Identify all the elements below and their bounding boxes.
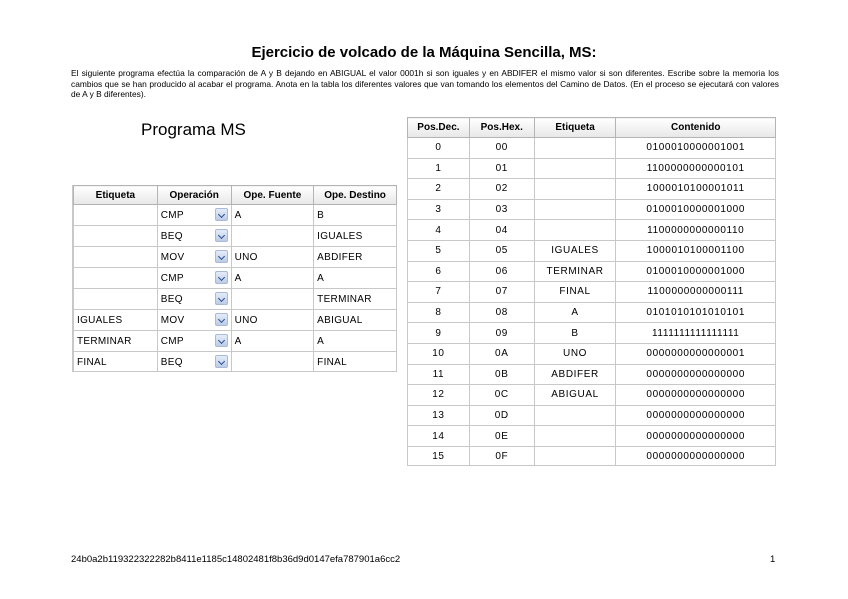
program-destino-cell[interactable]: ABDIFER	[314, 247, 397, 268]
program-etiqueta-cell[interactable]	[74, 268, 158, 289]
operation-select[interactable]	[157, 205, 231, 226]
memory-poshex-cell: 01	[469, 158, 534, 179]
memory-contenido-cell[interactable]: 0000000000000000	[616, 405, 776, 426]
memory-posdec-cell: 5	[408, 240, 470, 261]
memory-contenido-cell[interactable]: 0100010000001000	[616, 261, 776, 282]
program-header-destino: Ope. Destino	[314, 186, 397, 205]
memory-row	[408, 240, 776, 261]
program-fuente-cell[interactable]: A	[231, 268, 314, 289]
memory-poshex-cell: 0B	[469, 364, 534, 385]
memory-row	[408, 179, 776, 200]
memory-poshex-cell: 03	[469, 199, 534, 220]
program-etiqueta-cell[interactable]: IGUALES	[74, 310, 158, 331]
program-fuente-cell[interactable]	[231, 352, 314, 373]
memory-etiqueta-cell[interactable]: IGUALES	[534, 240, 616, 261]
program-etiqueta-cell[interactable]	[74, 289, 158, 310]
memory-posdec-cell: 1	[408, 158, 470, 179]
program-destino-cell[interactable]: TERMINAR	[314, 289, 397, 310]
memory-row	[408, 343, 776, 364]
memory-posdec-cell: 15	[408, 446, 470, 466]
memory-etiqueta-cell[interactable]: UNO	[534, 343, 616, 364]
memory-posdec-cell: 9	[408, 323, 470, 344]
program-header-operacion: Operación	[157, 186, 231, 205]
memory-row	[408, 405, 776, 426]
memory-row	[408, 199, 776, 220]
memory-header-posdec: Pos.Dec.	[408, 118, 470, 138]
program-table-panel	[72, 185, 397, 372]
memory-contenido-cell[interactable]: 0100010000001000	[616, 199, 776, 220]
program-table	[73, 185, 397, 372]
memory-row	[408, 426, 776, 447]
memory-contenido-cell[interactable]: 0000000000000000	[616, 385, 776, 406]
operation-value: BEQ	[160, 293, 183, 305]
operation-select[interactable]	[157, 352, 231, 373]
memory-etiqueta-cell[interactable]: ABDIFER	[534, 364, 616, 385]
memory-poshex-cell: 0D	[469, 405, 534, 426]
program-header-row	[74, 186, 397, 205]
operation-value: BEQ	[160, 356, 183, 368]
memory-table	[407, 117, 776, 466]
memory-posdec-cell: 14	[408, 426, 470, 447]
memory-etiqueta-cell[interactable]	[534, 138, 616, 159]
memory-posdec-cell: 13	[408, 405, 470, 426]
operation-value: MOV	[160, 314, 185, 326]
memory-etiqueta-cell[interactable]: B	[534, 323, 616, 344]
memory-contenido-cell[interactable]: 0000000000000000	[616, 446, 776, 466]
memory-row	[408, 158, 776, 179]
program-destino-cell[interactable]: ABIGUAL	[314, 310, 397, 331]
memory-etiqueta-cell[interactable]: TERMINAR	[534, 261, 616, 282]
memory-poshex-cell: 0A	[469, 343, 534, 364]
program-etiqueta-cell[interactable]: FINAL	[74, 352, 158, 373]
program-etiqueta-cell[interactable]: TERMINAR	[74, 331, 158, 352]
operation-select[interactable]	[157, 289, 231, 310]
memory-contenido-cell[interactable]: 0000000000000000	[616, 364, 776, 385]
memory-poshex-cell: 02	[469, 179, 534, 200]
memory-etiqueta-cell[interactable]	[534, 179, 616, 200]
memory-etiqueta-cell[interactable]: A	[534, 302, 616, 323]
program-row	[74, 331, 397, 352]
program-fuente-cell[interactable]: UNO	[231, 310, 314, 331]
memory-row	[408, 385, 776, 406]
memory-etiqueta-cell[interactable]: FINAL	[534, 282, 616, 303]
footer-hash: 24b0a2b119322322282b8411e1185c14802481f8b36d9d0147efa787901a6cc2	[71, 554, 401, 565]
memory-row	[408, 302, 776, 323]
memory-header-etiqueta: Etiqueta	[534, 118, 616, 138]
memory-posdec-cell: 0	[408, 138, 470, 159]
memory-posdec-cell: 2	[408, 179, 470, 200]
memory-etiqueta-cell[interactable]: ABIGUAL	[534, 385, 616, 406]
operation-select[interactable]	[157, 310, 231, 331]
memory-posdec-cell: 4	[408, 220, 470, 241]
memory-row	[408, 220, 776, 241]
operation-select[interactable]	[157, 268, 231, 289]
program-row	[74, 268, 397, 289]
intro-paragraph: El siguiente programa efectúa la comparación de A y B dejando en ABIGUAL el valor 0001h si son iguales y en ABDIFER el mismo valor si son diferentes. Escribe sobre la memoria los cambios que se han producido al acabar el programa. Anota en la tabla los diferentes valores que van tomando los elementos del Camino de Datos. (En el proceso se ejecutará con valores de A y B diferentes).	[71, 68, 779, 99]
program-fuente-cell[interactable]: A	[231, 205, 314, 226]
memory-contenido-cell[interactable]: 1000010100001100	[616, 240, 776, 261]
memory-header-row	[408, 118, 776, 138]
memory-row	[408, 446, 776, 466]
memory-posdec-cell: 7	[408, 282, 470, 303]
program-etiqueta-cell[interactable]	[74, 247, 158, 268]
page-number: 1	[770, 554, 776, 565]
memory-posdec-cell: 3	[408, 199, 470, 220]
operation-value: CMP	[160, 209, 184, 221]
program-destino-cell[interactable]: IGUALES	[314, 226, 397, 247]
program-destino-cell[interactable]: FINAL	[314, 352, 397, 373]
memory-header-poshex: Pos.Hex.	[469, 118, 534, 138]
chevron-down-icon[interactable]	[215, 355, 228, 368]
memory-contenido-cell[interactable]: 1100000000000111	[616, 282, 776, 303]
memory-contenido-cell[interactable]: 0000000000000001	[616, 343, 776, 364]
operation-value: BEQ	[160, 230, 183, 242]
memory-poshex-cell: 0E	[469, 426, 534, 447]
chevron-down-icon[interactable]	[215, 334, 228, 347]
memory-contenido-cell[interactable]: 0100010000001001	[616, 138, 776, 159]
memory-row	[408, 138, 776, 159]
memory-etiqueta-cell[interactable]	[534, 405, 616, 426]
memory-poshex-cell: 06	[469, 261, 534, 282]
memory-posdec-cell: 8	[408, 302, 470, 323]
memory-poshex-cell: 09	[469, 323, 534, 344]
program-row	[74, 352, 397, 373]
program-etiqueta-cell[interactable]	[74, 205, 158, 226]
memory-poshex-cell: 0C	[469, 385, 534, 406]
memory-posdec-cell: 11	[408, 364, 470, 385]
chevron-down-icon[interactable]	[215, 313, 228, 326]
program-destino-cell[interactable]: A	[314, 268, 397, 289]
chevron-down-icon[interactable]	[215, 250, 228, 263]
program-header-fuente: Ope. Fuente	[231, 186, 314, 205]
memory-posdec-cell: 6	[408, 261, 470, 282]
program-row	[74, 289, 397, 310]
memory-contenido-cell[interactable]: 1100000000000110	[616, 220, 776, 241]
program-destino-cell[interactable]: B	[314, 205, 397, 226]
memory-poshex-cell: 00	[469, 138, 534, 159]
memory-etiqueta-cell[interactable]	[534, 199, 616, 220]
memory-etiqueta-cell[interactable]	[534, 446, 616, 466]
operation-value: MOV	[160, 251, 185, 263]
program-row	[74, 247, 397, 268]
program-fuente-cell[interactable]: UNO	[231, 247, 314, 268]
memory-poshex-cell: 08	[469, 302, 534, 323]
memory-posdec-cell: 10	[408, 343, 470, 364]
program-row	[74, 205, 397, 226]
program-fuente-cell[interactable]	[231, 226, 314, 247]
memory-posdec-cell: 12	[408, 385, 470, 406]
program-heading: Programa MS	[141, 120, 246, 139]
memory-poshex-cell: 05	[469, 240, 534, 261]
operation-select[interactable]	[157, 331, 231, 352]
memory-etiqueta-cell[interactable]	[534, 220, 616, 241]
page-title: Ejercicio de volcado de la Máquina Sencilla, MS:	[251, 44, 597, 61]
memory-table-panel	[407, 117, 776, 466]
memory-poshex-cell: 0F	[469, 446, 534, 466]
program-destino-cell[interactable]: A	[314, 331, 397, 352]
memory-row	[408, 323, 776, 344]
memory-header-contenido: Contenido	[616, 118, 776, 138]
memory-contenido-cell[interactable]: 0000000000000000	[616, 426, 776, 447]
chevron-down-icon[interactable]	[215, 208, 228, 221]
operation-select[interactable]	[157, 247, 231, 268]
memory-contenido-cell[interactable]: 1000010100001011	[616, 179, 776, 200]
program-etiqueta-cell[interactable]	[74, 226, 158, 247]
memory-etiqueta-cell[interactable]	[534, 426, 616, 447]
program-fuente-cell[interactable]: A	[231, 331, 314, 352]
memory-row	[408, 282, 776, 303]
program-row	[74, 310, 397, 331]
memory-row	[408, 261, 776, 282]
operation-value: CMP	[160, 335, 184, 347]
memory-etiqueta-cell[interactable]	[534, 158, 616, 179]
program-header-etiqueta: Etiqueta	[74, 186, 158, 205]
operation-select[interactable]	[157, 226, 231, 247]
memory-contenido-cell[interactable]: 0101010101010101	[616, 302, 776, 323]
program-row	[74, 226, 397, 247]
memory-contenido-cell[interactable]: 1100000000000101	[616, 158, 776, 179]
chevron-down-icon[interactable]	[215, 271, 228, 284]
memory-contenido-cell[interactable]: 1111111111111111	[616, 323, 776, 344]
chevron-down-icon[interactable]	[215, 229, 228, 242]
chevron-down-icon[interactable]	[215, 292, 228, 305]
memory-poshex-cell: 04	[469, 220, 534, 241]
operation-value: CMP	[160, 272, 184, 284]
program-fuente-cell[interactable]	[231, 289, 314, 310]
memory-poshex-cell: 07	[469, 282, 534, 303]
memory-row	[408, 364, 776, 385]
